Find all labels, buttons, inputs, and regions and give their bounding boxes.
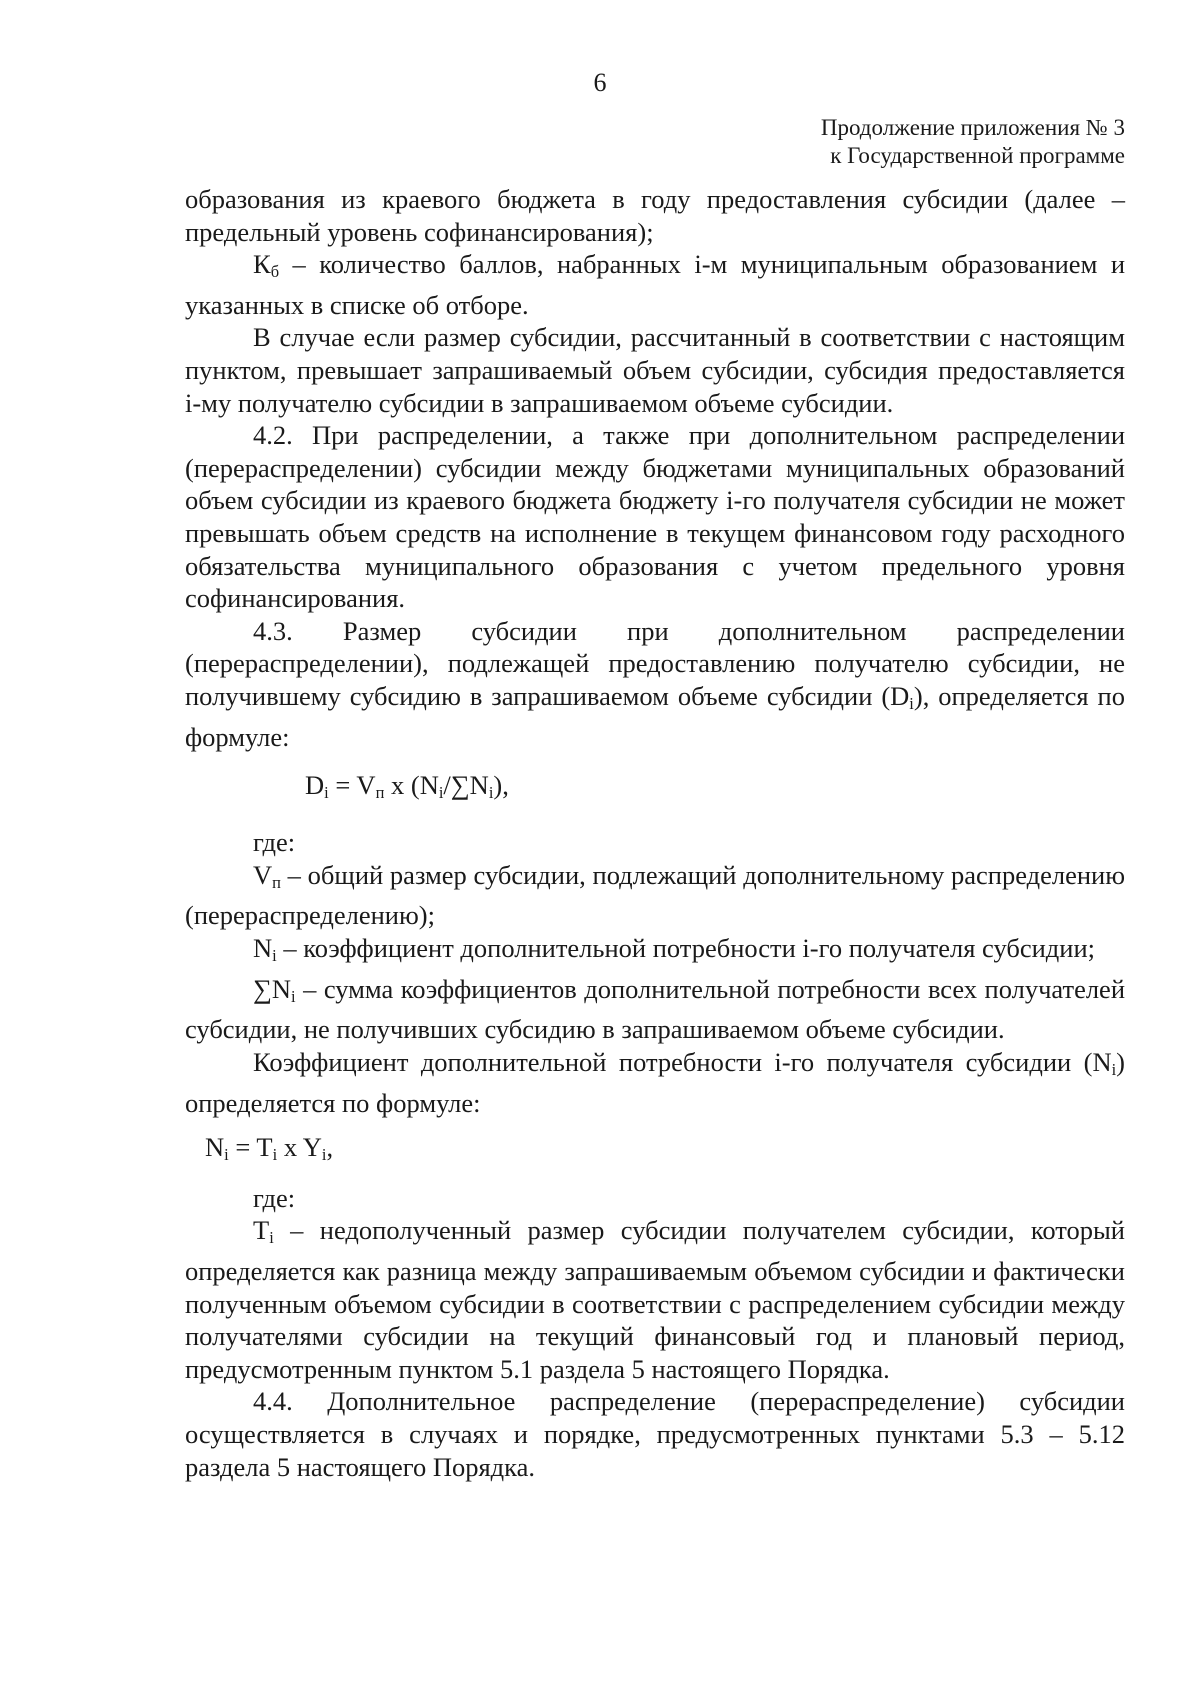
paragraph-coefficient-end: ) определяется по формуле: (185, 1046, 1125, 1118)
where-label-2: где: (253, 1182, 296, 1213)
definition-n (185, 932, 1125, 973)
paragraph-4-4: 4.4. Дополнительное распределение (перераспределение) субсидии осуществляется в случаях и порядке, предусмотренных пунктами 5.3 – 5.12 раздела 5 настоящего Порядка. (185, 1386, 1125, 1482)
formula-n-part: , (326, 1132, 334, 1163)
definition-sum-text: – сумма коэффициентов дополнительной потребности всех получателей субсидии, не получивших субсидию в запрашиваемом объеме субсидии. (185, 973, 1125, 1045)
definition-v-sub: п (272, 872, 281, 892)
appendix-header-line1: Продолжение приложения № 3 (820, 115, 1125, 140)
document-body (185, 183, 1125, 1483)
formula-d-sub: п (375, 783, 385, 803)
definition-t-symbol: T (253, 1215, 270, 1246)
definition-n-symbol: N (253, 932, 273, 963)
definition-v-symbol: V (253, 859, 273, 890)
formula-n-part: x Y (277, 1132, 322, 1163)
definition-sum-n (185, 973, 1125, 1046)
paragraph-4-3-end: ), определяется по формуле: (185, 681, 1125, 752)
paragraph-4-3-sub: i (909, 694, 914, 714)
paragraph-coefficient-sub: i (1111, 1059, 1117, 1079)
definition-n-text: – коэффициент дополнительной потребности i-го получателя субсидии; (276, 932, 1095, 963)
kb-definition-text: – количество баллов, набранных i-м муниципальным образованием и указанных в списке об отборе. (185, 249, 1125, 320)
definition-v-text: – общий размер субсидии, подлежащий дополнительному распределению (перераспределению); (185, 859, 1125, 931)
paragraph-excess-case: В случае если размер субсидии, рассчитанный в соответствии с настоящим пунктом, превышает запрашиваемый объем субсидии, субсидия предоставляется i-му получателю субсидии в запрашиваемом объеме субсидии. (185, 322, 1125, 418)
formula-n-part: N (205, 1132, 225, 1163)
formula-n-sub: i (224, 1145, 229, 1165)
formula-d (185, 769, 1125, 810)
paragraph-coefficient-text: Коэффициент дополнительной потребности i-го получателя субсидии (N (253, 1046, 1112, 1077)
paragraph-4-3 (185, 615, 1125, 753)
paragraph-continuation: образования из краевого бюджета в году предоставления субсидии (далее – предельный уровень софинансирования); (185, 184, 1125, 247)
formula-n-sub: i (321, 1145, 327, 1165)
paragraph-4-2: 4.2. При распределении, а также при дополнительном распределении (перераспределении) субсидии между бюджетами муниципальных образований объем субсидии из краевого бюджета бюджету i-го получателя субсидии не может превышать объем средств на исполнение в текущем финансовом году расходного обязательства муниципального образования с учетом предельного уровня софинансирования. (185, 420, 1125, 614)
formula-d-part: /∑N (443, 770, 489, 801)
formula-d-part: = V (328, 770, 376, 801)
definition-sum-symbol: ∑N (253, 973, 292, 1004)
where-label-1: где: (253, 826, 296, 857)
formula-d-part: x (N (384, 770, 439, 801)
paragraph-coefficient (185, 1046, 1125, 1119)
formula-d-part: ), (493, 770, 509, 801)
paragraph-4-3-text: 4.3. Размер субсидии при дополнительном распределении (перераспределении), подлежащей предоставлению получателю субсидии, не получившему субсидию в запрашиваемом объеме субсидии (D (185, 615, 1125, 711)
definition-v (185, 859, 1125, 932)
definition-t-text: – недополученный размер субсидии получателем субсидии, который определяется как разница между запрашиваемым объемом субсидии и фактически полученным объемом субсидии в соответствии с распределением субсидии между получателями субсидии на текущий финансовый год и плановый период, предусмотренным пунктом 5.1 раздела 5 настоящего Порядка. (185, 1215, 1125, 1384)
formula-d-sub: i (324, 783, 329, 803)
appendix-header (821, 114, 1125, 170)
formula-d-sub: i (438, 783, 444, 803)
paragraph-kb-definition (185, 248, 1125, 321)
definition-sum-sub: i (291, 986, 296, 1006)
formula-d-part: D (305, 770, 325, 801)
formula-n-sub: i (272, 1145, 278, 1165)
page-number: 6 (593, 68, 607, 97)
formula-n (185, 1131, 1125, 1172)
formula-n-part: = T (228, 1132, 273, 1163)
symbol-k: К (253, 249, 271, 280)
appendix-header-line2: к Государственной программе (830, 143, 1125, 168)
definition-t-sub: i (269, 1228, 274, 1248)
definition-n-sub: i (272, 945, 277, 965)
symbol-k-sub: б (270, 262, 280, 282)
formula-d-sub: i (488, 783, 494, 803)
definition-t (185, 1214, 1125, 1385)
